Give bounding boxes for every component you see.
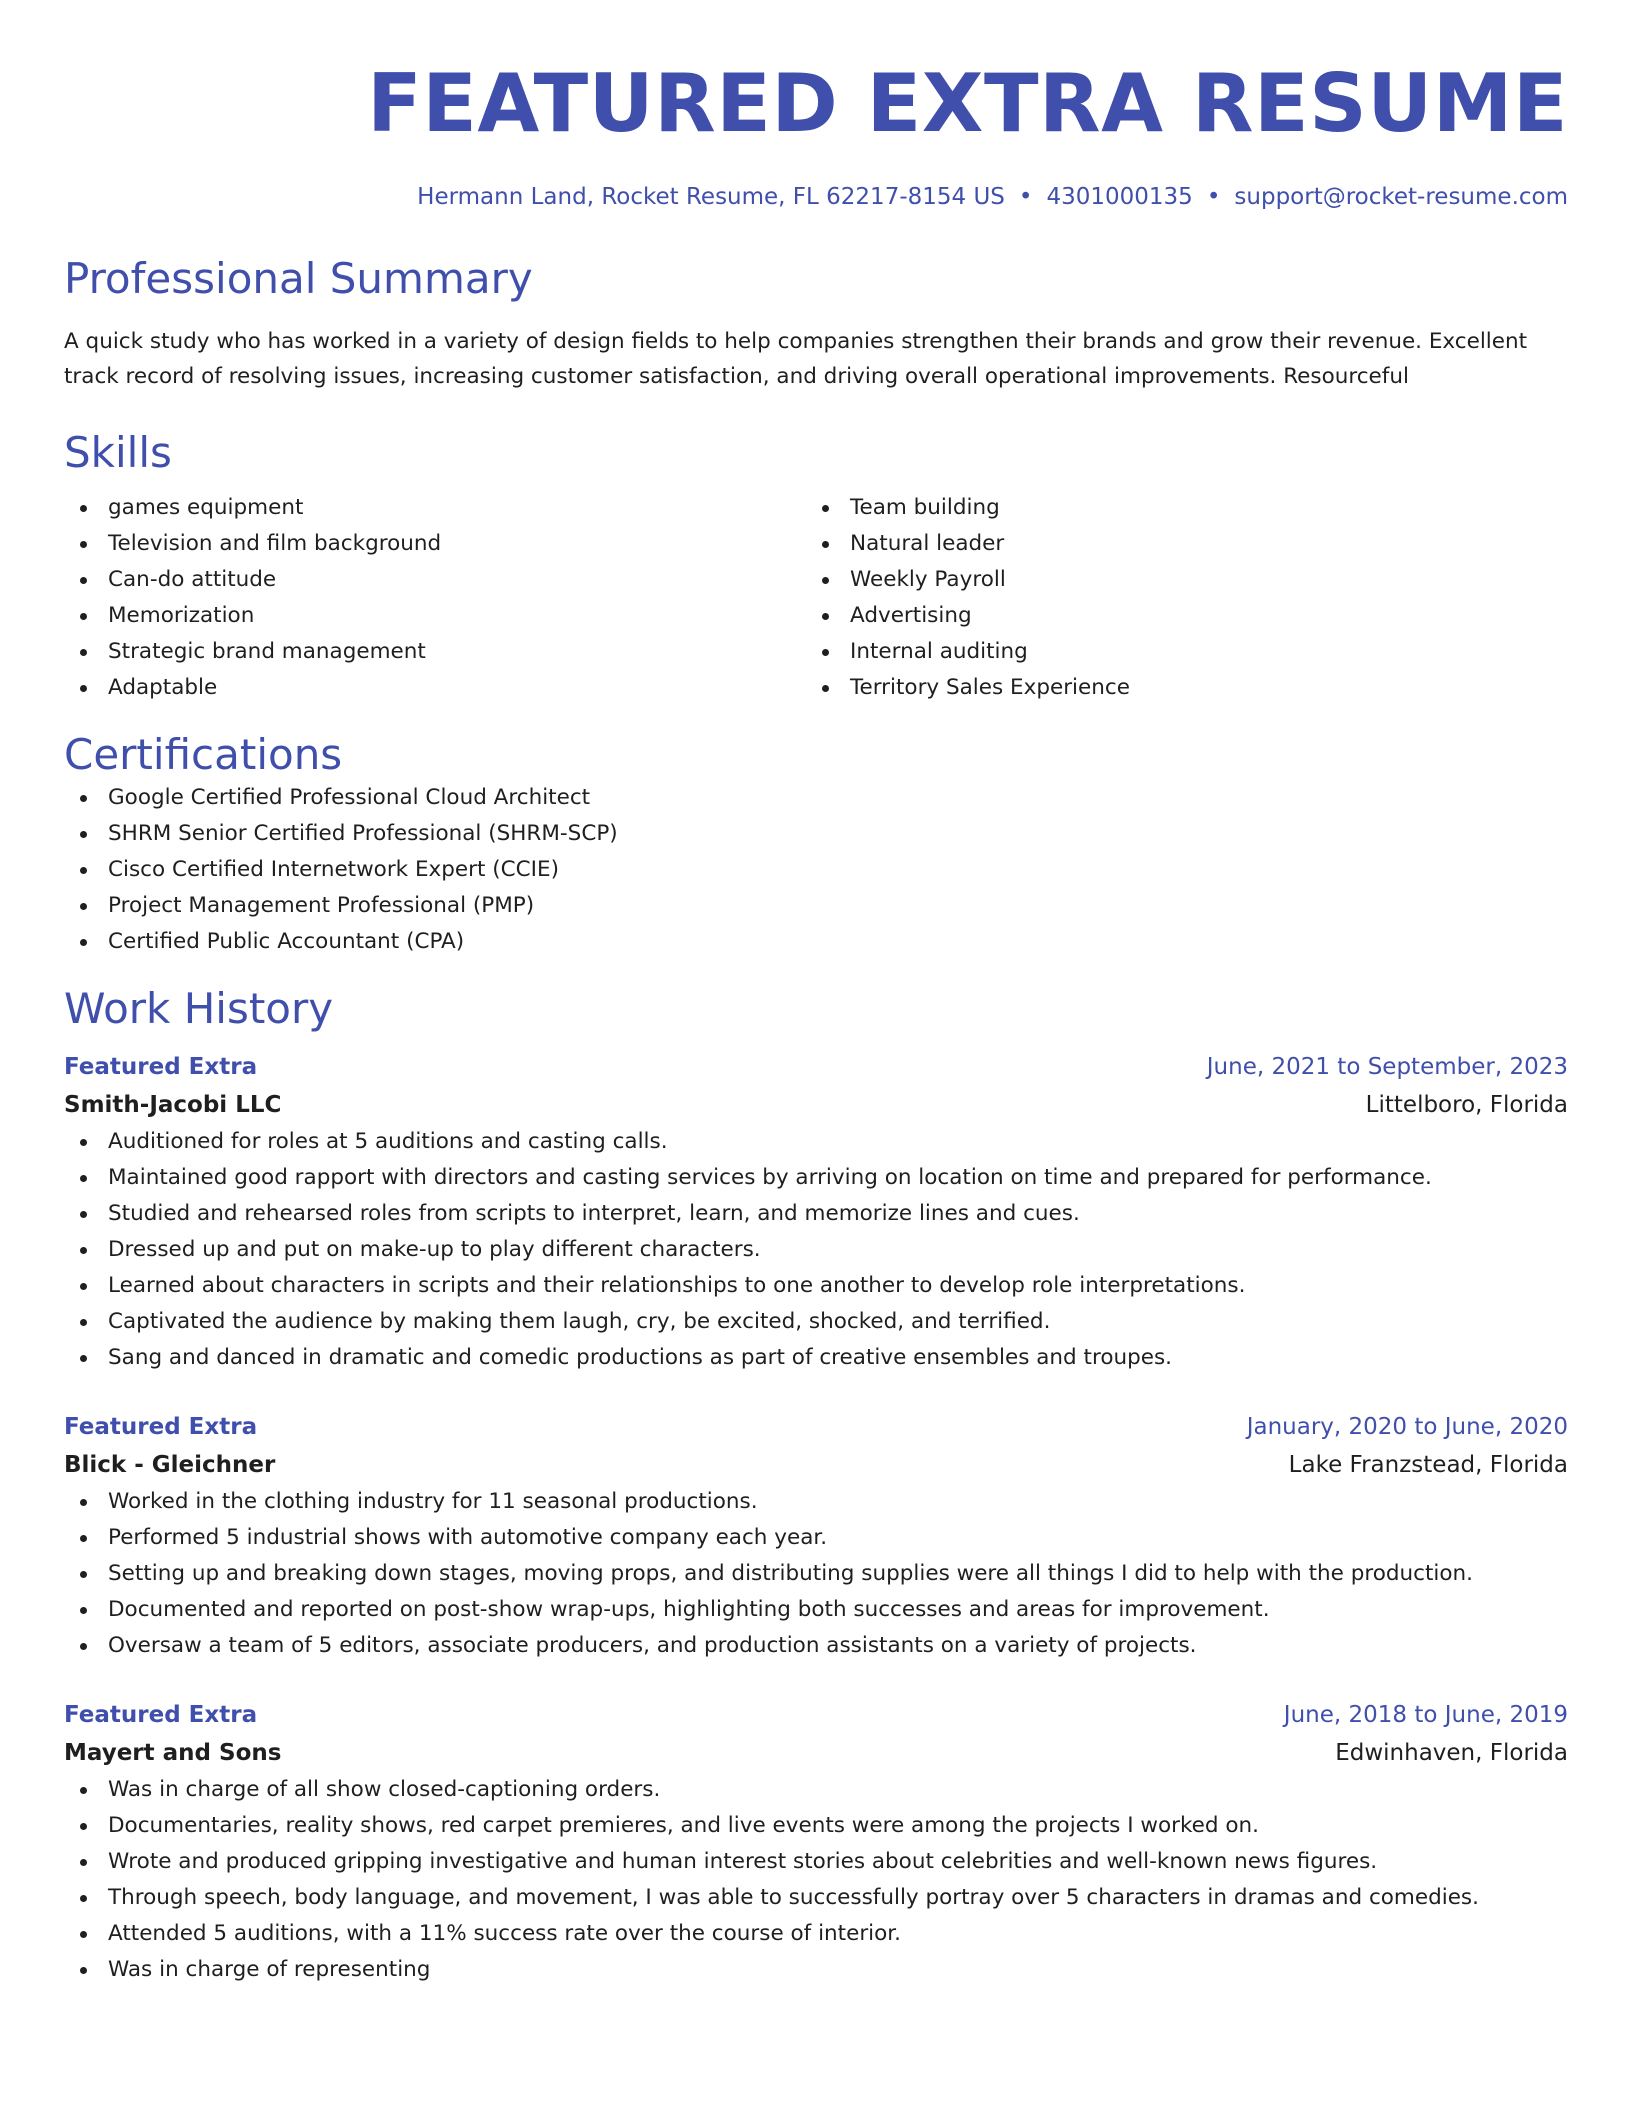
work-history-heading: Work History bbox=[64, 984, 334, 1033]
certification-item: Google Certified Professional Cloud Architect bbox=[64, 780, 1568, 816]
job-header-row bbox=[64, 1408, 1568, 1446]
job-dates: January, 2020 to June, 2020 bbox=[1246, 1414, 1568, 1440]
job-company: Smith-Jacobi LLC bbox=[64, 1092, 282, 1118]
skill-item: Television and film background bbox=[64, 526, 806, 562]
job-bullet: Sang and danced in dramatic and comedic productions as part of creative ensembles and troupes. bbox=[64, 1340, 1568, 1376]
job-company: Blick - Gleichner bbox=[64, 1452, 276, 1478]
job-bullet: Performed 5 industrial shows with automotive company each year. bbox=[64, 1520, 1568, 1556]
contact-separator: • bbox=[1206, 184, 1221, 210]
contact-email: support@rocket-resume.com bbox=[1234, 184, 1568, 210]
job-title: Featured Extra bbox=[64, 1414, 258, 1440]
skill-item: Can-do attitude bbox=[64, 562, 806, 598]
resume-header bbox=[64, 0, 1568, 212]
job-header-row bbox=[64, 1696, 1568, 1734]
certification-item: Certified Public Accountant (CPA) bbox=[64, 924, 1568, 960]
job-bullet: Through speech, body language, and movement, I was able to successfully portray over 5 characters in dramas and comedies. bbox=[64, 1880, 1568, 1916]
job-bullet: Documentaries, reality shows, red carpet premieres, and live events were among the projects I worked on. bbox=[64, 1808, 1568, 1844]
skill-item: Territory Sales Experience bbox=[806, 670, 1548, 706]
skill-item: Internal auditing bbox=[806, 634, 1548, 670]
job-bullet: Studied and rehearsed roles from scripts to interpret, learn, and memorize lines and cues. bbox=[64, 1196, 1568, 1232]
contact-separator: • bbox=[1018, 184, 1033, 210]
certification-item: SHRM Senior Certified Professional (SHRM-SCP) bbox=[64, 816, 1568, 852]
certification-item: Project Management Professional (PMP) bbox=[64, 888, 1568, 924]
certifications-list bbox=[64, 780, 1568, 960]
job-bullet: Dressed up and put on make-up to play different characters. bbox=[64, 1232, 1568, 1268]
contact-address: Hermann Land, Rocket Resume, FL 62217-8154 US bbox=[417, 184, 1005, 210]
job-company: Mayert and Sons bbox=[64, 1740, 282, 1766]
skill-item: Advertising bbox=[806, 598, 1548, 634]
skills-left-list bbox=[64, 490, 806, 706]
job-bullet: Auditioned for roles at 5 auditions and casting calls. bbox=[64, 1124, 1568, 1160]
skill-item: Adaptable bbox=[64, 670, 806, 706]
job-dates: June, 2021 to September, 2023 bbox=[1206, 1054, 1568, 1080]
job-entry bbox=[64, 1048, 1568, 1376]
skill-item: Weekly Payroll bbox=[806, 562, 1548, 598]
skills-left-column bbox=[64, 490, 806, 706]
job-bullet: Documented and reported on post-show wrap-ups, highlighting both successes and areas for improvement. bbox=[64, 1592, 1568, 1628]
job-bullet: Was in charge of representing bbox=[64, 1952, 1568, 1988]
summary-heading: Professional Summary bbox=[64, 254, 533, 303]
job-entry bbox=[64, 1408, 1568, 1664]
skill-item: Natural leader bbox=[806, 526, 1548, 562]
job-location: Lake Franzstead, Florida bbox=[1288, 1452, 1568, 1478]
certifications-heading: Certifications bbox=[64, 730, 343, 779]
job-entry bbox=[64, 1696, 1568, 1988]
skills-right-list bbox=[806, 490, 1548, 706]
job-bullet: Was in charge of all show closed-captioning orders. bbox=[64, 1772, 1568, 1808]
job-company-row bbox=[64, 1086, 1568, 1124]
skills-right-column bbox=[806, 490, 1548, 706]
job-bullet: Oversaw a team of 5 editors, associate producers, and production assistants on a variety of projects. bbox=[64, 1628, 1568, 1664]
job-bullet: Wrote and produced gripping investigative and human interest stories about celebrities and well-known news figures. bbox=[64, 1844, 1568, 1880]
skills-heading: Skills bbox=[64, 428, 172, 477]
skill-item: Memorization bbox=[64, 598, 806, 634]
job-bullet: Attended 5 auditions, with a 11% success rate over the course of interior. bbox=[64, 1916, 1568, 1952]
skills-columns bbox=[64, 490, 1568, 706]
job-location: Littelboro, Florida bbox=[1365, 1092, 1568, 1118]
skill-item: games equipment bbox=[64, 490, 806, 526]
job-bullets bbox=[64, 1124, 1568, 1376]
resume-name: FEATURED EXTRA RESUME bbox=[367, 57, 1568, 150]
contact-phone: 4301000135 bbox=[1046, 184, 1193, 210]
skill-item: Strategic brand management bbox=[64, 634, 806, 670]
job-bullets bbox=[64, 1484, 1568, 1664]
job-bullet: Maintained good rapport with directors and casting services by arriving on location on time and prepared for performance. bbox=[64, 1160, 1568, 1196]
job-company-row bbox=[64, 1446, 1568, 1484]
job-bullets bbox=[64, 1772, 1568, 1988]
summary-text: A quick study who has worked in a variety of design fields to help companies strengthen their brands and grow their revenue. Excellent track record of resolving issues, increasing customer satisfaction, and driving overall operational improvements. Resourceful bbox=[64, 329, 1528, 389]
job-dates: June, 2018 to June, 2019 bbox=[1283, 1702, 1568, 1728]
job-bullet: Captivated the audience by making them laugh, cry, be excited, shocked, and terrified. bbox=[64, 1304, 1568, 1340]
job-bullet: Setting up and breaking down stages, moving props, and distributing supplies were all things I did to help with the production. bbox=[64, 1556, 1568, 1592]
job-header-row bbox=[64, 1048, 1568, 1086]
job-bullet: Learned about characters in scripts and their relationships to one another to develop role interpretations. bbox=[64, 1268, 1568, 1304]
certification-item: Cisco Certified Internetwork Expert (CCIE) bbox=[64, 852, 1568, 888]
job-location: Edwinhaven, Florida bbox=[1335, 1740, 1568, 1766]
contact-line bbox=[64, 182, 1568, 212]
job-company-row bbox=[64, 1734, 1568, 1772]
job-title: Featured Extra bbox=[64, 1054, 258, 1080]
job-title: Featured Extra bbox=[64, 1702, 258, 1728]
skill-item: Team building bbox=[806, 490, 1548, 526]
job-bullet: Worked in the clothing industry for 11 seasonal productions. bbox=[64, 1484, 1568, 1520]
